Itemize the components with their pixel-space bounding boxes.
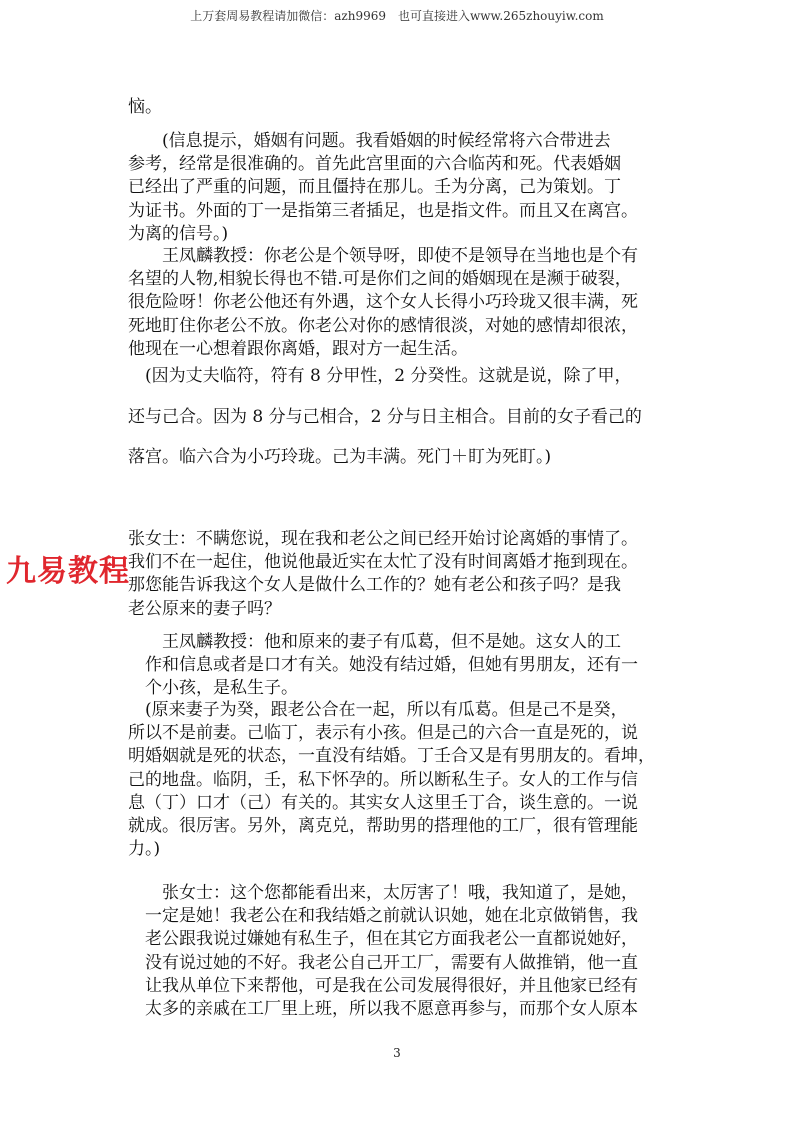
watermark-logo: 九易教程: [6, 554, 130, 589]
paragraph-7: 张女士：不瞒您说，现在我和老公之间已经开始讨论离婚的事情了。 我们不在一起住，他说他最近实在太忙了没有时间离婚才拖到现在。 那您能告诉我这个女人是做什么工作的？她有老公和孩子吗？是我 老公原来的妻子吗？: [128, 529, 638, 619]
paragraph-10: 张女士：这个您都能看出来，太厉害了！哦，我知道了，是她， 一定是她！我老公在和我结婚之前就认识她，她在北京做销售，我 老公跟我说过嫌她有私生子，但在其它方面我老公一直都说她好， 没有说过她的不好。我老公自己开工厂，需要有人做推销，他一直 让我从单位下来帮他，可是我在公司发展得很好，并且他家已经有 太多的亲戚在工厂里上班，所以我不愿意再参与，而那个女人原本: [144, 883, 638, 1020]
paragraph-8: 王凤麟教授：他和原来的妻子有瓜葛，但不是她。这女人的工 作和信息或者是口才有关。她没有结过婚，但她有男朋友，还有一 个小孩，是私生子。: [144, 632, 638, 699]
paragraph-3: 王凤麟教授：你老公是个领导呀，即使不是领导在当地也是个有 名望的人物,相貌长得也不错.可是你们之间的婚姻现在是濒于破裂， 很危险呀！你老公他还有外遇，这个女人长得小巧玲珑又很丰满，死 死地盯住你老公不放。你老公对你的感情很淡，对她的感情却很浓， 他现在一心想着跟你离婚，跟对方一起生活。: [128, 246, 638, 359]
paragraph-4: (因为丈夫临符，符有 8 分甲性，2 分癸性。这就是说，除了甲，: [128, 366, 632, 386]
paragraph-1: 恼。: [128, 97, 162, 117]
paragraph-6: 落宫。临六合为小巧玲珑。己为丰满。死门＋盯为死盯。): [128, 447, 552, 467]
page-number: 3: [393, 1046, 401, 1060]
paragraph-9: (原来妻子为癸，跟老公合在一起，所以有瓜葛。但是己不是癸， 所以不是前妻。己临丁，表示有小孩。但是己的六合一直是死的，说 明婚姻就是死的状态，一直没有结婚。丁壬合又是有男朋友的。看坤， 己的地盘。临阴，壬，私下怀孕的。所以断私生子。女人的工作与信 息（丁）口才（己）有关的。其实女人这里壬丁合，谈生意的。一说 就成。很厉害。另外，离克兑，帮助男的搭理他的工厂，很有管理能 力。): [128, 700, 655, 860]
page-header: 上万套周易教程请加微信：azh9969 也可直接进入www.265zhouyiw.com: [190, 9, 604, 23]
paragraph-5: 还与己合。因为 8 分与己相合，2 分与日主相合。目前的女子看己的: [128, 407, 642, 427]
paragraph-2: (信息提示，婚姻有问题。我看婚姻的时候经常将六合带进去 参考，经常是很准确的。首先此宫里面的六合临芮和死。代表婚姻 已经出了严重的问题，而且僵持在那儿。壬为分离，己为策划。丁 为证书。外面的丁一是指第三者插足，也是指文件。而且又在离宫。 为离的信号。): [128, 131, 638, 244]
